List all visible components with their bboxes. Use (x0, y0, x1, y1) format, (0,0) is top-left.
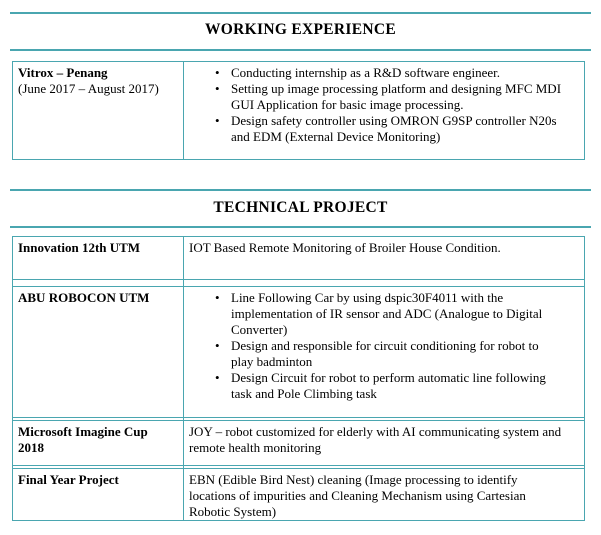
table-row (13, 421, 183, 456)
project-description: IOT Based Remote Monitoring of Broiler House Condition. (189, 240, 501, 255)
row-separator (12, 279, 585, 280)
project-title: Microsoft Imagine Cup 2018 (18, 424, 148, 455)
list-item: • Line Following Car by using dspic30F4011 with the implementation of IR sensor and ADC (Analogue to Digital Converter) (189, 290, 564, 338)
project-title: Innovation 12th UTM (18, 240, 141, 255)
project-description: EBN (Edible Bird Nest) cleaning (Image processing to identify locations of impurities and Cleaning Mechanism using Cartesian Robotic System) (189, 472, 526, 519)
project-title: Final Year Project (18, 472, 119, 487)
section-top-rule (10, 189, 591, 191)
list-item: • Design safety controller using OMRON G9SP controller N20s and EDM (External Device Monitoring) (189, 113, 562, 145)
list-item: • Design Circuit for robot to perform automatic line following task and Pole Climbing task (189, 370, 564, 402)
working-experience-heading: WORKING EXPERIENCE (205, 21, 396, 38)
project-description-cell (184, 469, 582, 520)
experience-period: (June 2017 – August 2017) (18, 81, 159, 96)
row-separator (12, 417, 585, 418)
experience-bullet-list (189, 65, 562, 145)
project-description-cell (184, 237, 582, 256)
table-border-bottom (12, 520, 585, 521)
technical-project-heading: TECHNICAL PROJECT (213, 199, 388, 216)
list-item: • Design and responsible for circuit conditioning for robot to play badminton (189, 338, 564, 370)
project-description-cell (184, 421, 582, 456)
experience-details-cell (184, 62, 582, 145)
project-title: ABU ROBOCON UTM (18, 290, 150, 305)
project-bullet-list (189, 290, 564, 402)
table-border-bottom (12, 159, 585, 160)
table-border-right (584, 61, 585, 160)
table-row (13, 287, 183, 306)
table-row (13, 469, 183, 488)
section-top-rule (10, 12, 591, 14)
experience-company-cell (13, 62, 183, 97)
table-row (13, 237, 183, 256)
list-item: • Conducting internship as a R&D software engineer. (189, 65, 562, 81)
experience-company: Vitrox – Penang (18, 65, 108, 80)
row-separator (12, 465, 585, 466)
section-divider (10, 226, 591, 228)
section-divider (10, 49, 591, 51)
project-description: JOY – robot customized for elderly with AI communicating system and remote health monitoring (189, 424, 562, 455)
project-description-cell (184, 287, 582, 402)
list-item: • Setting up image processing platform and designing MFC MDI GUI Application for basic image processing. (189, 81, 562, 113)
